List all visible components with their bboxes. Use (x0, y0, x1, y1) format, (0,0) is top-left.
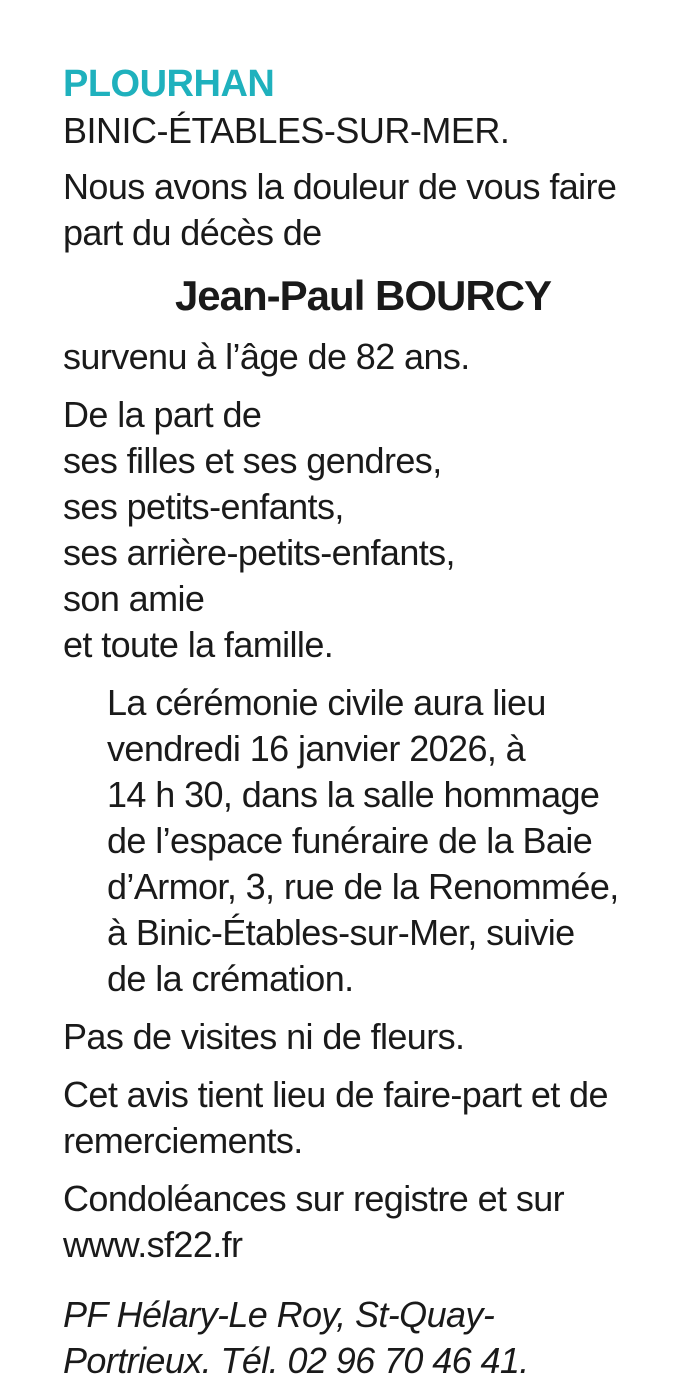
intro-line: part du décès de (63, 212, 322, 253)
ceremony-paragraph (63, 680, 663, 1002)
town-heading: PLOURHAN (63, 63, 275, 105)
subtown-heading: BINIC-ÉTABLES-SUR-MER. (63, 110, 510, 151)
ceremony-line: vendredi 16 janvier 2026, à (107, 728, 526, 769)
family-line: son amie (63, 578, 205, 619)
notice-line: Cet avis tient lieu de faire-part et de (63, 1074, 608, 1115)
funeral-home-signature (63, 1292, 663, 1384)
family-line: ses filles et ses gendres, (63, 440, 442, 481)
intro-line: Nous avons la douleur de vous faire (63, 166, 617, 207)
age-line: survenu à l’âge de 82 ans. (63, 336, 470, 377)
family-paragraph (63, 392, 663, 668)
family-line: ses petits-enfants, (63, 486, 344, 527)
condolences-paragraph (63, 1176, 663, 1268)
notice-line: remerciements. (63, 1120, 303, 1161)
notice-paragraph (63, 1072, 663, 1164)
ceremony-line: 14 h 30, dans la salle hommage (107, 774, 600, 815)
family-line: et toute la famille. (63, 624, 334, 665)
ceremony-line: à Binic-Étables-sur-Mer, suivie (107, 912, 575, 953)
obituary-notice (63, 60, 663, 1384)
funeral-home-line: Portrieux. Tél. 02 96 70 46 41. (63, 1340, 529, 1381)
ceremony-line: de l’espace funéraire de la Baie (107, 820, 593, 861)
no-visits-line: Pas de visites ni de fleurs. (63, 1016, 465, 1057)
condolences-website: www.sf22.fr (63, 1224, 243, 1265)
family-line: ses arrière-petits-enfants, (63, 532, 455, 573)
intro-paragraph (63, 164, 663, 256)
ceremony-line: d’Armor, 3, rue de la Renommée, (107, 866, 619, 907)
funeral-home-line: PF Hélary-Le Roy, St-Quay- (63, 1294, 495, 1335)
deceased-name: Jean-Paul BOURCY (174, 272, 552, 319)
ceremony-line: de la crémation. (107, 958, 354, 999)
condolences-line: Condoléances sur registre et sur (63, 1178, 565, 1219)
ceremony-line: La cérémonie civile aura lieu (107, 682, 546, 723)
family-line: De la part de (63, 394, 262, 435)
